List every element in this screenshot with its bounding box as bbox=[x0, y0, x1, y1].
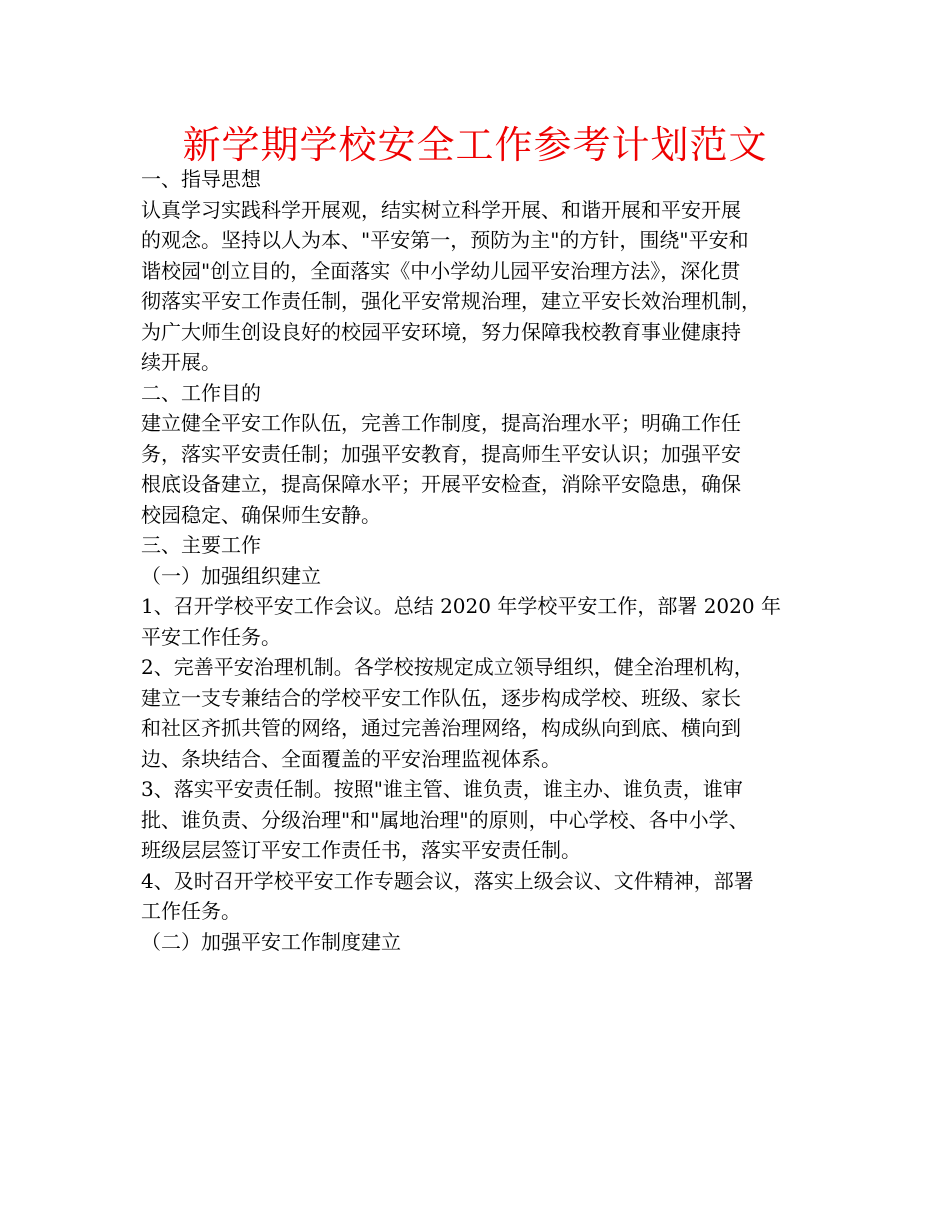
paragraph-line: 续开展。 bbox=[141, 350, 221, 374]
paragraph-line: 根底设备建立，提高保障水平；开展平安检查，消除平安隐患，确保 bbox=[141, 472, 741, 496]
subheading-safety-system: （二）加强平安工作制度建立 bbox=[141, 929, 401, 954]
document-body bbox=[141, 164, 831, 957]
heading-main-work: 三、主要工作 bbox=[141, 533, 261, 557]
paragraph-line: 校园稳定、确保师生安静。 bbox=[141, 502, 381, 527]
subheading-organization: （一）加强组织建立 bbox=[141, 563, 321, 588]
paragraph-line: 谐校园"创立目的，全面落实《中小学幼儿园平安治理方法》，深化贯 bbox=[141, 258, 741, 283]
paragraph-line: 建立一支专兼结合的学校平安工作队伍，逐步构成学校、班级、家长 bbox=[141, 685, 741, 710]
paragraph-line: 建立健全平安工作队伍，完善工作制度，提高治理水平；明确工作任 bbox=[141, 411, 741, 435]
list-item-1: 1、召开学校平安工作会议。总结 2020 年学校平安工作，部署 2020 年 bbox=[141, 594, 781, 618]
list-item-2: 2、完善平安治理机制。各学校按规定成立领导组织，健全治理机构， bbox=[141, 655, 754, 679]
document-title: 新学期学校安全工作参考计划范文 bbox=[182, 123, 768, 167]
heading-work-goals: 二、工作目的 bbox=[141, 380, 261, 405]
paragraph-line: 为广大师生创设良好的校园平安环境，努力保障我校教育事业健康持 bbox=[141, 319, 741, 344]
paragraph-line: 批、谁负责、分级治理"和"属地治理"的原则，中心学校、各中小学、 bbox=[141, 807, 749, 832]
paragraph-line: 工作任务。 bbox=[141, 899, 241, 923]
list-item-4: 4、及时召开学校平安工作专题会议，落实上级会议、文件精神，部署 bbox=[141, 868, 754, 893]
paragraph-line: 班级层层签订平安工作责任书，落实平安责任制。 bbox=[141, 838, 581, 862]
paragraph-line: 认真学习实践科学开展观，结实树立科学开展、和谐开展和平安开展 bbox=[141, 197, 741, 222]
heading-guiding-ideology: 一、指导思想 bbox=[141, 167, 261, 191]
paragraph-line: 边、条块结合、全面覆盖的平安治理监视体系。 bbox=[141, 746, 561, 771]
paragraph-line: 和社区齐抓共管的网络，通过完善治理网络，构成纵向到底、横向到 bbox=[141, 716, 741, 740]
paragraph-line: 的观念。坚持以人为本、"平安第一，预防为主"的方针，围绕"平安和 bbox=[141, 228, 749, 252]
paragraph-line: 平安工作任务。 bbox=[141, 624, 281, 649]
paragraph-line: 务，落实平安责任制；加强平安教育，提高师生平安认识；加强平安 bbox=[141, 441, 741, 466]
paragraph-line: 彻落实平安工作责任制，强化平安常规治理，建立平安长效治理机制， bbox=[141, 289, 761, 313]
list-item-3: 3、落实平安责任制。按照"谁主管、谁负责，谁主办、谁负责，谁审 bbox=[141, 777, 743, 801]
